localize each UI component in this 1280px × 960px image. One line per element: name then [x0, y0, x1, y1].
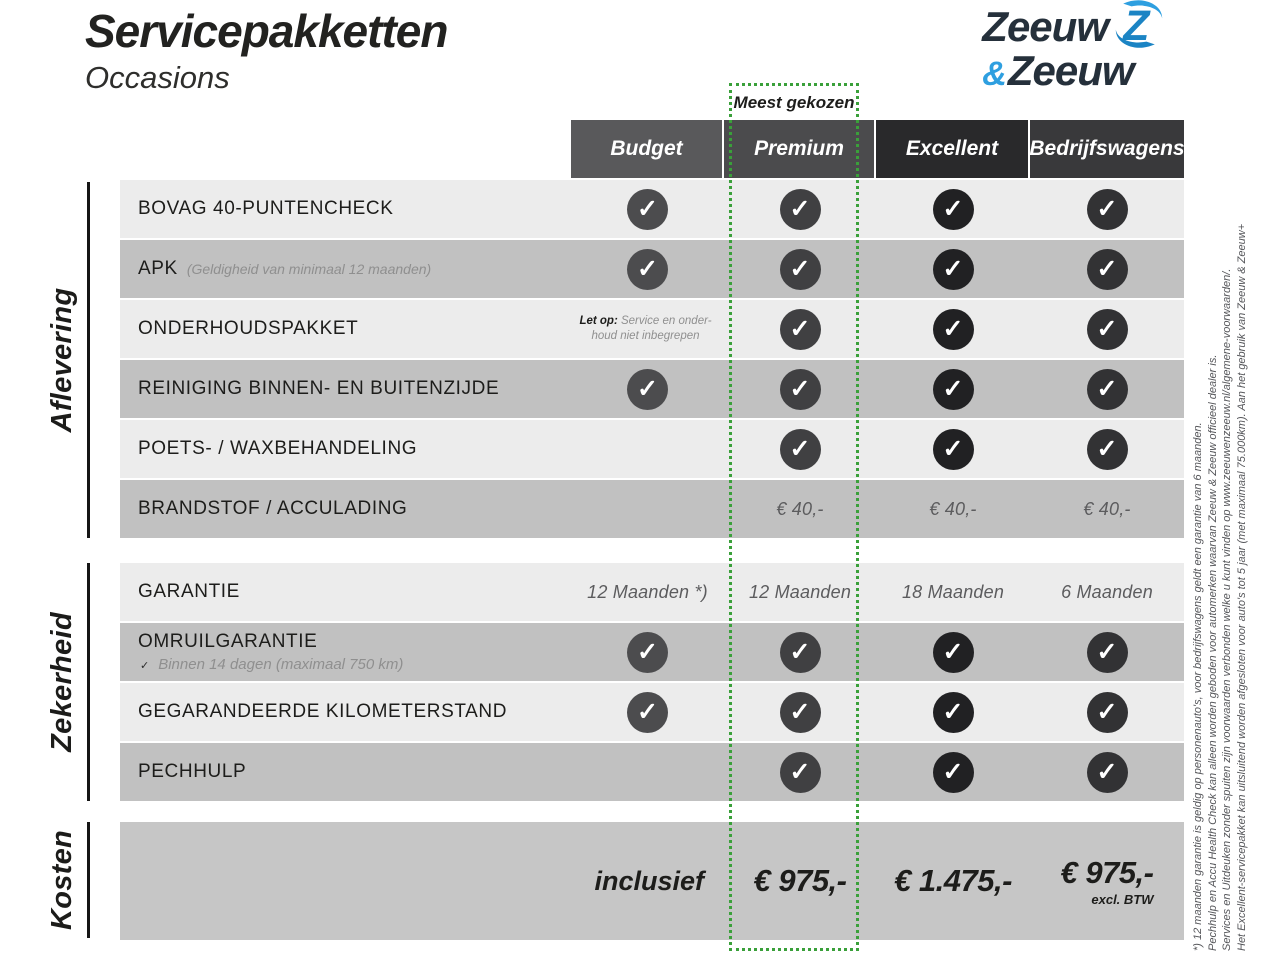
check-icon: ✓	[933, 249, 974, 290]
price-note: excl. BTW	[1091, 892, 1154, 907]
check-icon: ✓	[1087, 632, 1128, 673]
row-label: BRANDSTOF / ACCULADING	[138, 498, 408, 519]
section-label-aflevering: Aflevering	[45, 287, 78, 433]
table-row	[120, 300, 1184, 358]
row-label-cell	[120, 498, 571, 520]
table-cell	[1030, 582, 1184, 603]
table-cell	[571, 189, 724, 230]
check-icon: ✓	[780, 369, 821, 410]
check-icon: ✓	[780, 752, 821, 793]
check-icon: ✓	[933, 632, 974, 673]
table-cell	[1030, 692, 1184, 733]
row-label: OMRUILGARANTIE	[138, 631, 318, 652]
table-cell	[1030, 189, 1184, 230]
row-label: ONDERHOUDSPAKKET	[138, 318, 359, 339]
table-cell	[724, 369, 876, 410]
check-icon: ✓	[1087, 189, 1128, 230]
row-label-cell	[120, 438, 571, 460]
section-divider-zekerheid	[87, 563, 90, 801]
table-cell	[724, 309, 876, 350]
table-cell	[571, 582, 724, 603]
table-cell	[1030, 429, 1184, 470]
check-icon: ✓	[1087, 752, 1128, 793]
logo-text-zeeuw-2: Zeeuw	[1007, 47, 1134, 94]
table-cell	[571, 249, 724, 290]
price-value: € 975,-	[753, 863, 847, 898]
row-label-cell	[120, 198, 571, 220]
column-header-bedrijfswagens: Bedrijfswagens	[1030, 120, 1184, 178]
column-header-budget: Budget	[571, 120, 722, 178]
cell-value: 18 Maanden	[901, 581, 1005, 602]
row-label-cell	[120, 378, 571, 400]
row-label-cell	[120, 631, 571, 673]
logo-line-2	[982, 47, 1168, 94]
table-row	[120, 360, 1184, 418]
table-row	[120, 480, 1184, 538]
row-label-cell	[120, 701, 571, 723]
check-icon: ✓	[1087, 369, 1128, 410]
check-icon: ✓	[933, 752, 974, 793]
cell-value: € 40,-	[1083, 498, 1131, 519]
check-icon: ✓	[780, 692, 821, 733]
table-row	[120, 240, 1184, 298]
check-icon: ✓	[627, 692, 668, 733]
table-row	[120, 683, 1184, 741]
table-row	[120, 563, 1184, 621]
logo-ampersand: &	[982, 55, 1006, 93]
svg-text:Z: Z	[1123, 1, 1150, 50]
row-label: POETS- / WAXBEHANDELING	[138, 438, 418, 459]
column-header-premium: Premium	[724, 120, 874, 178]
table-row	[120, 822, 1184, 940]
table-cell	[724, 429, 876, 470]
row-label: GARANTIE	[138, 581, 240, 602]
table-cell	[724, 863, 876, 899]
table-cell	[876, 309, 1030, 350]
page-subtitle: Occasions	[85, 60, 230, 95]
cell-value: € 40,-	[929, 498, 977, 519]
check-icon: ✓	[627, 249, 668, 290]
table-cell	[571, 369, 724, 410]
check-icon: ✓	[1087, 249, 1128, 290]
check-icon: ✓	[933, 309, 974, 350]
title-block	[85, 4, 447, 96]
row-label: REINIGING BINNEN- EN BUITENZIJDE	[138, 378, 500, 399]
table-cell	[724, 632, 876, 673]
table-row	[120, 623, 1184, 681]
table-cell	[724, 189, 876, 230]
table-cell	[724, 582, 876, 603]
table-cell	[1030, 855, 1184, 907]
check-icon: ✓	[627, 189, 668, 230]
row-label-cell	[120, 761, 571, 783]
check-icon: ✓	[780, 429, 821, 470]
table-cell	[1030, 369, 1184, 410]
section-label-zekerheid: Zekerheid	[45, 612, 78, 752]
price-block	[1060, 855, 1153, 907]
table-cell	[571, 692, 724, 733]
table-cell	[876, 249, 1030, 290]
section-divider-kosten	[87, 822, 90, 938]
row-label: GEGARANDEERDE KILOMETERSTAND	[138, 701, 508, 722]
row-label-cell	[120, 581, 571, 603]
check-icon: ✓	[933, 189, 974, 230]
fineprint-line-3: Pechhulp en Accu Health Check kan alleen worden geboden voor automerken waarvan Zeeuw & Zeeuw officieel dealer is.	[1206, 354, 1219, 951]
price-value: € 1.475,-	[894, 863, 1012, 898]
attention-note-bold: Let op:	[579, 315, 618, 328]
table-cell	[876, 752, 1030, 793]
table-cell	[876, 189, 1030, 230]
table-cell	[724, 249, 876, 290]
table-cell	[876, 692, 1030, 733]
check-icon: ✓	[780, 309, 821, 350]
row-label: BOVAG 40-PUNTENCHECK	[138, 198, 394, 219]
check-icon: ✓	[1087, 309, 1128, 350]
table-cell	[724, 692, 876, 733]
check-icon: ✓	[933, 369, 974, 410]
table-cell	[1030, 752, 1184, 793]
table-cell	[876, 369, 1030, 410]
fineprint-line-1: Het Excellent-servicepakket kan uitsluitend worden afgesloten voor auto's tot 5 jaar (met maximaal 75.000km). Aan het gebruik van Zeeuw & Zeeuw+	[1235, 223, 1248, 951]
table-cell	[876, 499, 1030, 520]
cell-value: 12 Maanden *)	[587, 581, 708, 602]
table-cell	[724, 752, 876, 793]
section-divider-aflevering	[87, 182, 90, 538]
column-header-excellent: Excellent	[876, 120, 1028, 178]
check-icon: ✓	[933, 429, 974, 470]
cell-value: 6 Maanden	[1061, 581, 1153, 602]
section-label-kosten: Kosten	[45, 829, 78, 931]
table-row	[120, 180, 1184, 238]
table-cell	[1030, 249, 1184, 290]
price-block	[894, 863, 1012, 899]
check-icon: ✓	[1087, 692, 1128, 733]
check-icon: ✓	[780, 632, 821, 673]
meest-gekozen-badge: Meest gekozen	[733, 93, 855, 112]
z-swoosh-icon	[1110, 0, 1168, 50]
table-rows	[120, 180, 1184, 942]
table-row	[120, 743, 1184, 801]
logo-line-1	[982, 1, 1168, 50]
check-icon: ✓	[780, 189, 821, 230]
cell-value: 12 Maanden	[748, 581, 852, 602]
table-cell	[876, 632, 1030, 673]
check-icon: ✓	[1087, 429, 1128, 470]
table-cell	[571, 314, 724, 344]
check-icon: ✓	[627, 369, 668, 410]
row-sublabel: ✓ Binnen 14 dagen (maximaal 750 km)	[140, 656, 404, 673]
check-icon: ✓	[933, 692, 974, 733]
fineprint-line-4: *) 12 maanden garantie is geldig op personenauto's, voor bedrijfswagens geldt een garantie van 6 maanden.	[1192, 422, 1204, 951]
table-cell	[1030, 499, 1184, 520]
fineprint	[1191, 119, 1251, 951]
row-label-cell	[120, 318, 571, 340]
fineprint-line-2: Services en Uitdeuken zonder spuiten zijn voorwaarden verbonden welke u kunt vinden op www.zeeuwenzeeuw.nl/algemene-voorwaarden/.	[1221, 268, 1234, 951]
row-label: PECHHULP	[138, 761, 247, 782]
table-cell	[876, 582, 1030, 603]
table-cell	[1030, 632, 1184, 673]
table-cell	[724, 499, 876, 520]
table-cell	[876, 863, 1030, 899]
small-check-icon: ✓	[140, 660, 150, 672]
row-sublabel: (Geldigheid van minimaal 12 maanden)	[186, 261, 432, 277]
page-title: Servicepakketten	[85, 5, 448, 57]
table-row	[120, 420, 1184, 478]
table-cell	[571, 866, 724, 897]
table-cell	[571, 632, 724, 673]
price-block	[753, 863, 846, 899]
check-icon: ✓	[780, 249, 821, 290]
brand-logo	[982, 1, 1168, 94]
row-label: APK	[138, 258, 178, 279]
logo-text-zeeuw: Zeeuw	[982, 3, 1108, 50]
row-label-cell	[120, 258, 571, 280]
cell-value: € 40,-	[776, 498, 824, 519]
price-value: € 975,-	[1060, 855, 1154, 890]
check-icon: ✓	[627, 632, 668, 673]
column-headers	[571, 120, 1184, 178]
table-cell	[1030, 309, 1184, 350]
table-cell	[876, 429, 1030, 470]
attention-note: Let op: Service en onder- houd niet inbegrepen	[579, 315, 712, 342]
inclusief-value: inclusief	[594, 865, 704, 896]
